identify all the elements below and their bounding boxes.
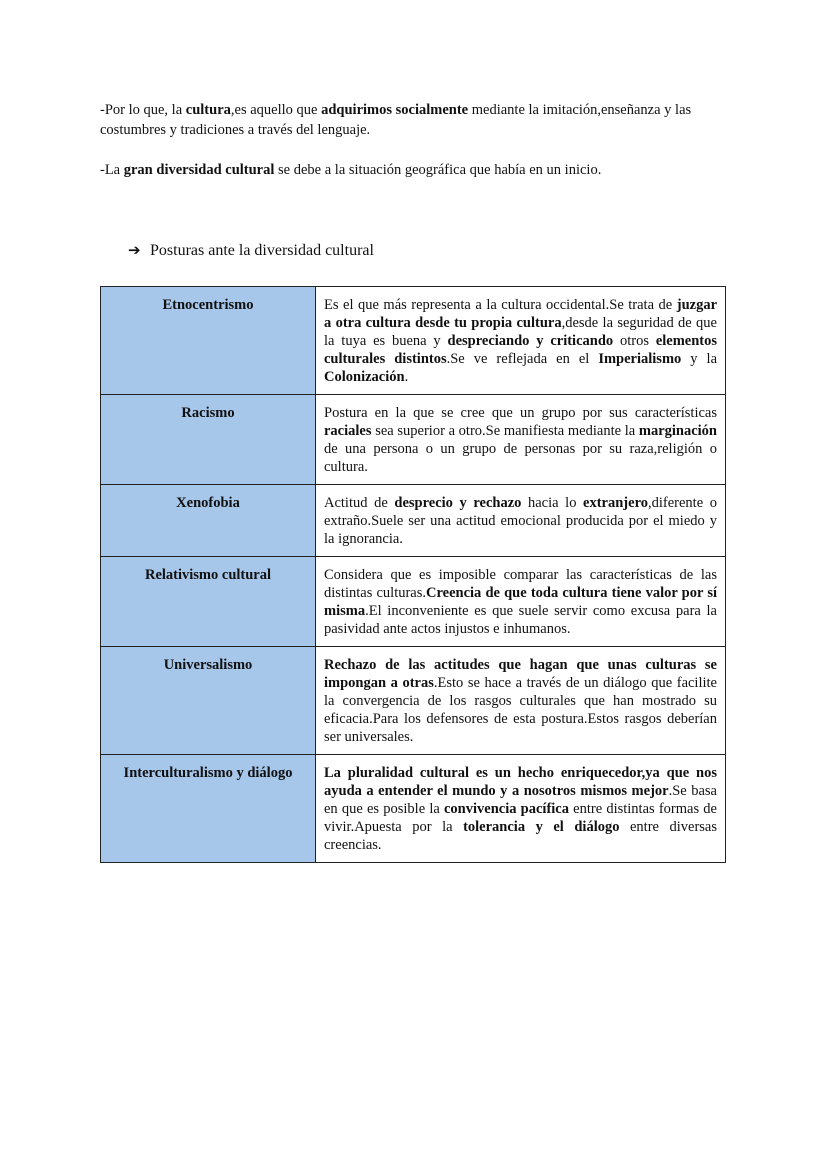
text-run: se debe a la situación geográfica que había en un inicio. <box>274 162 602 178</box>
bold-text-run: Rechazo de las actitudes que hagan que unas culturas se impongan a otras <box>324 657 717 691</box>
postures-table <box>100 286 726 863</box>
term-cell: Racismo <box>101 395 316 485</box>
bold-text-run: juzgar a otra cultura desde tu propia cultura <box>324 297 717 331</box>
intro-paragraph-diversity <box>100 160 732 180</box>
bold-text-run: despreciando y criticando <box>447 333 614 349</box>
text-run: Actitud de <box>324 495 395 511</box>
term-cell: Etnocentrismo <box>101 287 316 395</box>
text-run: sea superior a otro.Se manifiesta mediante la <box>371 423 639 439</box>
text-run: mediante la imitación,enseñanza y las costumbres y tradiciones a través del lenguaje. <box>100 102 692 138</box>
table-row <box>101 485 726 557</box>
bold-text-run: desprecio y rechazo <box>394 495 522 511</box>
definition-cell <box>316 755 726 863</box>
bold-text-run: elementos culturales distintos <box>324 333 718 367</box>
table-row <box>101 755 726 863</box>
table-row <box>101 557 726 647</box>
bold-text-run: Creencia de que toda cultura tiene valor por sí misma <box>324 585 717 619</box>
text-run: hacia lo <box>521 495 584 511</box>
term-cell: Interculturalismo y diálogo <box>101 755 316 863</box>
term-cell: Xenofobia <box>101 485 316 557</box>
text-run: -La <box>100 162 124 178</box>
text-run: .El inconveniente es que suele servir como excusa para la pasividad ante actos injustos e inhumanos. <box>324 603 717 637</box>
definition-cell <box>316 647 726 755</box>
bold-text-run: gran diversidad cultural <box>123 162 275 178</box>
text-run: Postura en la que se cree que un grupo por sus características <box>324 405 717 421</box>
text-run: Es el que más representa a la cultura occidental.Se trata de <box>324 297 677 313</box>
term-cell: Universalismo <box>101 647 316 755</box>
term-cell: Relativismo cultural <box>101 557 316 647</box>
text-run: otros <box>613 333 656 349</box>
text-run: .Se basa en que es posible la <box>324 783 717 817</box>
definition-cell <box>316 395 726 485</box>
bold-text-run: Colonización <box>324 369 405 385</box>
text-run: y la <box>681 351 718 367</box>
intro-paragraph-culture <box>100 100 732 140</box>
text-run: .Se ve reflejada en el <box>446 351 599 367</box>
text-run: entre distintas formas de vivir.Apuesta por la <box>324 801 717 835</box>
bold-text-run: adquirimos socialmente <box>321 102 469 118</box>
text-run: ,desde la seguridad de que la tuya es buena y <box>324 315 717 349</box>
definition-cell <box>316 287 726 395</box>
text-run: entre diversas creencias. <box>324 819 717 853</box>
table-row <box>101 287 726 395</box>
text-run: ,diferente o extraño.Suele ser una actitud emocional producida por el miedo y la ignorancia. <box>324 495 717 547</box>
text-run: -Por lo que, la <box>100 102 186 118</box>
bold-text-run: La pluralidad cultural es un hecho enriquecedor,ya que nos ayuda a entender el mundo y a nosotros mismos mejor <box>324 765 717 799</box>
table-row <box>101 647 726 755</box>
definition-cell <box>316 557 726 647</box>
text-run: . <box>404 369 409 385</box>
bold-text-run: marginación <box>638 423 717 439</box>
bold-text-run: Imperialismo <box>598 351 682 367</box>
definition-cell <box>316 485 726 557</box>
text-run: .Esto se hace a través de un diálogo que facilite la convergencia de los rasgos culturales que han mostrado su eficacia.Para los defensores de esta postura.Estos rasgos deberían ser universales. <box>324 675 717 745</box>
bold-text-run: raciales <box>324 423 372 439</box>
section-heading <box>128 240 374 262</box>
table-row <box>101 395 726 485</box>
bold-text-run: convivencia pacífica <box>443 801 569 817</box>
bold-text-run: extranjero <box>583 495 648 511</box>
bold-text-run: tolerancia y el diálogo <box>463 819 620 835</box>
text-run: ,es aquello que <box>230 102 322 118</box>
section-title: Posturas ante la diversidad cultural <box>150 242 374 259</box>
bold-text-run: cultura <box>185 102 231 118</box>
text-run: de una persona o un grupo de personas por su raza,religión o cultura. <box>324 441 717 475</box>
right-arrow-icon: ➔ <box>128 243 141 259</box>
text-run: Considera que es imposible comparar las características de las distintas culturas. <box>324 567 717 601</box>
